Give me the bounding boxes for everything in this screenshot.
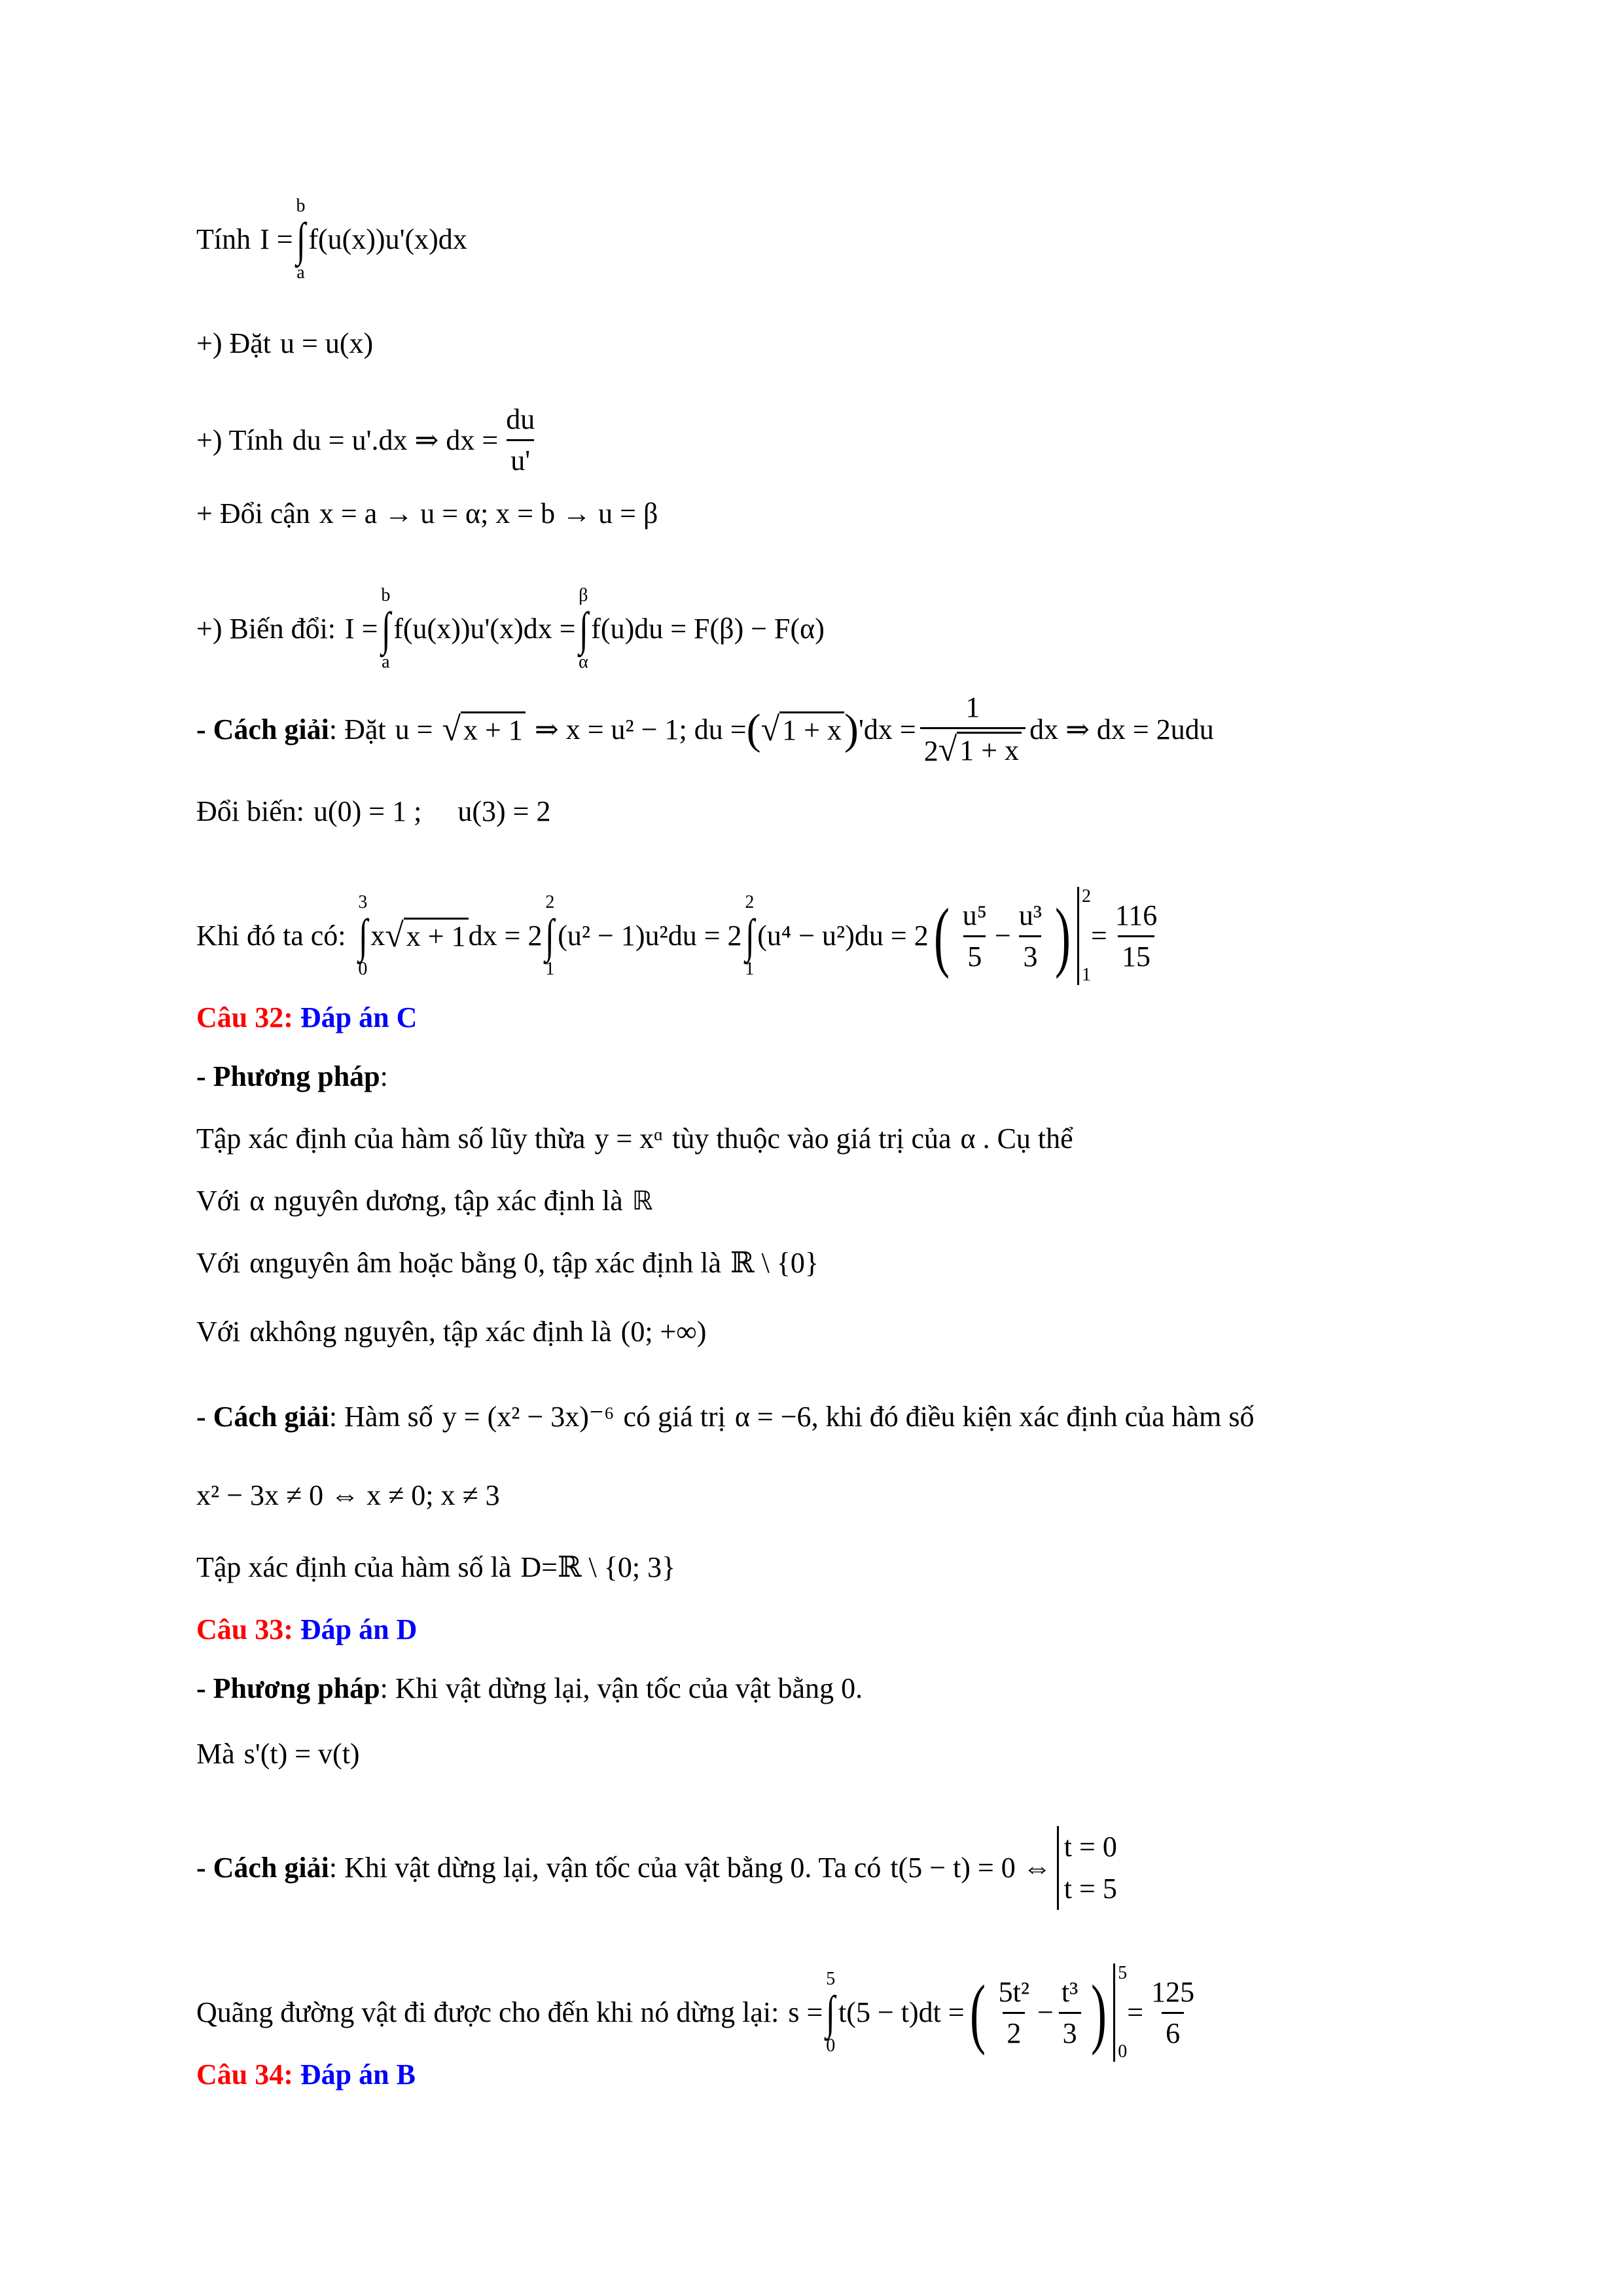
math-text: u(0) = 1 ; u(3) = 2: [313, 795, 551, 827]
distance-computation: Quãng đường vật đi được cho đến khi nó dừng lại: s = 5 ∫ 0 t(5 − t)dt = ( $\frac{\text{5t²}}{2}$ − $\frac{\text{t³}}{3}$ ) 5 0 = $\frac{125}{6}$: [196, 1964, 1453, 2062]
math-text: x = a → u = α; x = b → u = β: [319, 497, 658, 529]
integral-sign: 3 ∫ 0: [358, 892, 368, 979]
fraction: $\frac{116}{15}$: [1115, 899, 1158, 973]
math-text: u =: [395, 713, 433, 745]
text-label: +) Biến đổi:: [196, 613, 336, 645]
math-text: I =: [345, 613, 378, 645]
step-substitution: [196, 324, 1453, 363]
step-change-bounds: [196, 494, 1453, 533]
math-text: 'dx =: [858, 713, 916, 745]
integral-sign: β ∫ α: [579, 585, 588, 672]
method-heading-33: - Phương pháp : Khi vật dừng lại, vận tốc của vật bằng 0.: [196, 1672, 863, 1704]
solution-33: - Cách giải : Khi vật dừng lại, vận tốc của vật bằng 0. Ta có t(5 − t) = 0 ⇔ t = 0 t = 5: [196, 1826, 1453, 1910]
text-label: +) Đặt: [196, 327, 271, 359]
text-domain-noninteger: Với α không nguyên, tập xác định là (0; +∞): [196, 1316, 707, 1348]
domain-result-32: Tập xác định của hàm số là D=ℝ \ {0; 3}: [196, 1551, 676, 1583]
text-label: Khi đó ta có:: [196, 920, 346, 952]
text-label: + Đổi cận: [196, 497, 310, 529]
final-computation: Khi đó ta có: 3 ∫ 0 x √ x + 1 dx = 2 2 ∫ 1 (u² − 1)u²du = 2 2 ∫ 1 (u⁴ − u²)du = 2 ( $\frac{\text{u⁵}}{5}$ − $\frac{\text{u³}}{3}$ ) 2 1 = $\frac{116}{15}$: [196, 887, 1453, 985]
step-transform: [196, 586, 1453, 672]
text-label: Đổi biến:: [196, 795, 304, 827]
bold-label: - Cách giải: [196, 713, 329, 745]
question-32-heading: Câu 32: Đáp án C: [196, 1001, 418, 1033]
cases-bracket: t = 0 t = 5: [1057, 1826, 1117, 1910]
math-text: I =: [260, 223, 293, 255]
text-domain-positive: Với α nguyên dương, tập xác định là ℝ: [196, 1185, 653, 1217]
change-variable: [196, 792, 1453, 831]
question-33-heading: Câu 33: Đáp án D: [196, 1613, 418, 1645]
fraction: $\frac{\text{u³}}{3}$: [1018, 899, 1043, 973]
text-label: Tính: [196, 223, 251, 255]
method-heading-32: - Phương pháp :: [196, 1060, 388, 1092]
fraction: $\frac{\text{u⁵}}{5}$: [962, 899, 988, 973]
integral-sign: 2 ∫ 1: [545, 892, 555, 979]
math-text: (u² − 1)u²du = 2: [558, 920, 742, 952]
fraction: $\frac{\text{5t²}}{2}$: [998, 1975, 1030, 2049]
math-text: du = u'.dx ⇒ dx =: [292, 423, 499, 456]
sqrt: √ x + 1: [442, 711, 525, 748]
math-text: ⇒ x = u² − 1; du =: [534, 713, 747, 745]
text-domain-intro: Tập xác định của hàm số lũy thừa y = xᵅ tùy thuộc vào giá trị của α . Cụ thể: [196, 1122, 1073, 1155]
fraction: $\frac{du}{u'}$: [506, 403, 535, 476]
math-text: f(u(x))u'(x)dx =: [393, 613, 576, 645]
text-label: +) Tính: [196, 423, 283, 456]
fraction: 1 2 √ 1 + x: [920, 691, 1026, 768]
fraction: $\frac{125}{6}$: [1151, 1975, 1195, 2049]
solution-substitution: - Cách giải : Đặt u = √ x + 1 ⇒ x = u² − 1; du = ( √ 1 + x ) 'dx = 1 2 √ 1 + x dx ⇒ dx = 2udu: [196, 691, 1214, 768]
condition-32: x² − 3x ≠ 0 ⇔ x ≠ 0; x ≠ 3: [196, 1479, 500, 1511]
math-text: dx = 2: [468, 920, 543, 952]
text: : Đặt: [329, 713, 386, 745]
math-text: f(u)du = F(β) − F(α): [591, 613, 825, 645]
text-domain-negative: Với α nguyên âm hoặc bằng 0, tập xác định là ℝ \ {0}: [196, 1247, 819, 1279]
math-text: (u⁴ − u²)du = 2: [757, 920, 929, 952]
integral-sign: 2 ∫ 1: [745, 892, 755, 979]
velocity-relation: Mà s'(t) = v(t): [196, 1738, 360, 1770]
sqrt: √ 1 + x: [761, 711, 844, 748]
math-text: u = u(x): [280, 327, 374, 359]
math-text: dx ⇒ dx = 2udu: [1029, 713, 1214, 745]
integral-sign: b ∫ a: [381, 585, 391, 672]
step-differential: [196, 403, 1453, 478]
integral-sign: 5 ∫ 0: [826, 1969, 836, 2056]
fraction: $\frac{\text{t³}}{3}$: [1058, 1975, 1082, 2051]
solution-32: - Cách giải : Hàm số y = (x² − 3x)⁻⁶ có giá trị α = −6 , khi đó điều kiện xác định của hàm số: [196, 1401, 1255, 1433]
math-text: f(u(x))u'(x)dx: [308, 223, 467, 255]
math-text: x: [370, 920, 385, 952]
integral-sign: b ∫ a: [296, 196, 306, 283]
evaluation-bar: 2 1: [1077, 887, 1091, 985]
evaluation-bar: 5 0: [1113, 1964, 1127, 2062]
sqrt: √ x + 1: [385, 918, 468, 954]
formula-integral-definition: [196, 196, 1453, 283]
question-34-heading: Câu 34: Đáp án B: [196, 2058, 416, 2090]
